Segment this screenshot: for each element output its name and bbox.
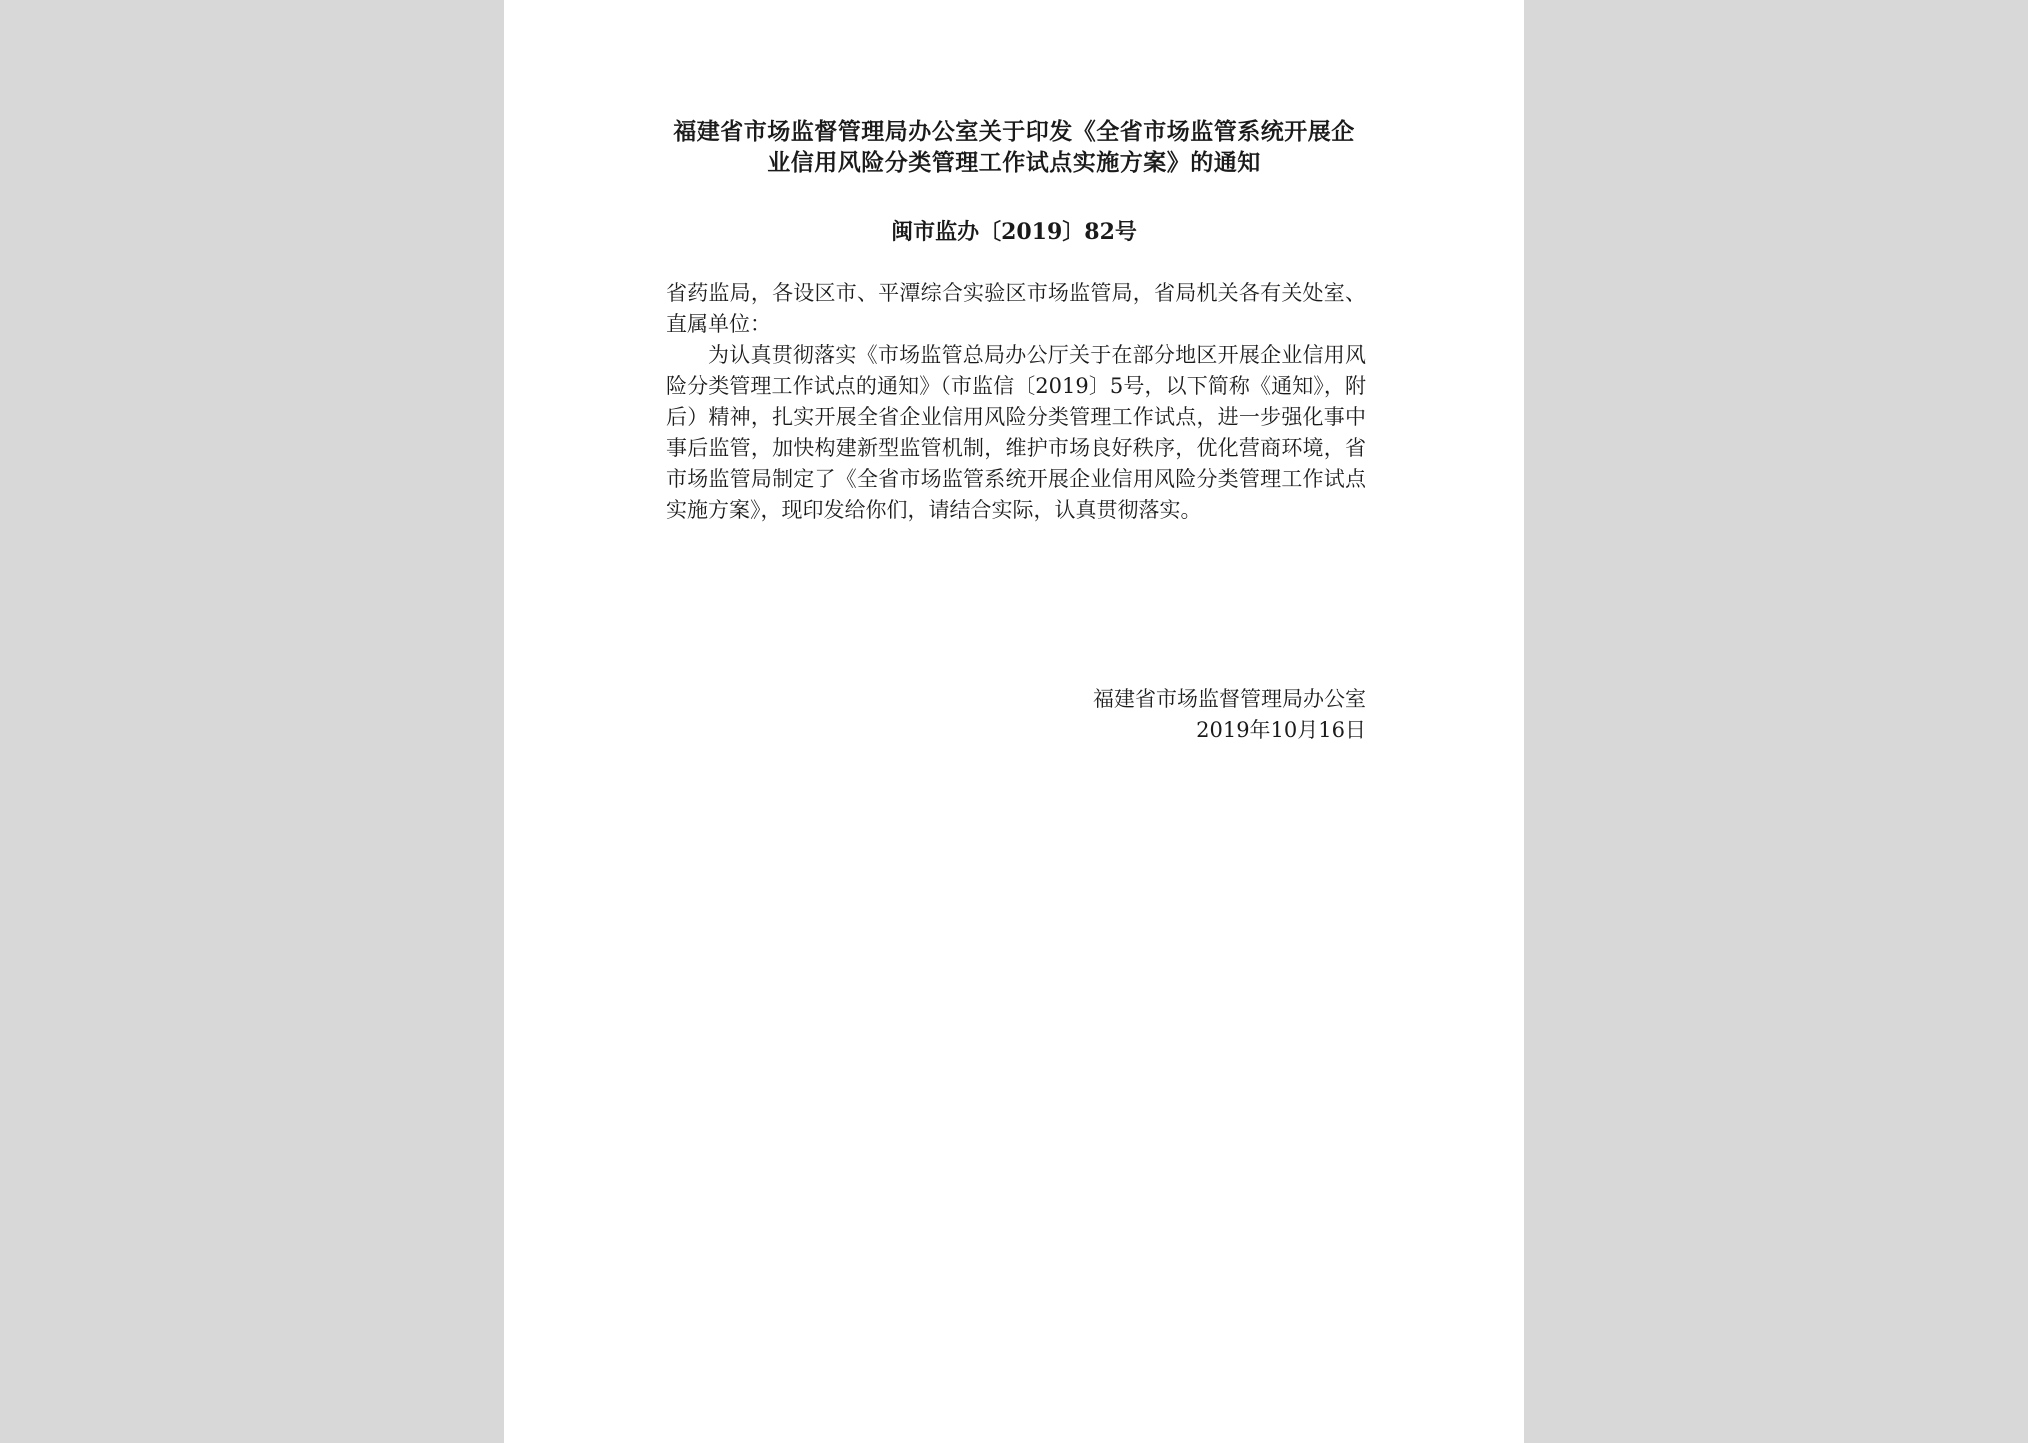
signature-organization: 福建省市场监督管理局办公室: [1093, 687, 1366, 711]
document-title-line-2: 业信用风险分类管理工作试点实施方案》的通知: [767, 149, 1261, 176]
signature-date: 2019年10月16日: [1196, 718, 1366, 742]
body-paragraph: 为认真贯彻落实《市场监管总局办公厅关于在部分地区开展企业信用风险分类管理工作试点的通知》（市监信〔2019〕5号，以下简称《通知》，附后）精神，扎实开展全省企业信用风险分类管理工作试点，进一步强化事中事后监管，加快构建新型监管机制，维护市场良好秩序，优化营商环境，省市场监管局制定了《全省市场监管系统开展企业信用风险分类管理工作试点实施方案》，现印发给你们，请结合实际，认真贯彻落实。: [666, 343, 1366, 522]
document-title-line-1: 福建省市场监督管理局办公室关于印发《全省市场监管系统开展企: [673, 118, 1355, 145]
document-body: [666, 278, 1366, 526]
salutation: 省药监局，各设区市、平潭综合实验区市场监管局，省局机关各有关处室、直属单位：: [666, 281, 1366, 336]
document-title: [664, 116, 1364, 178]
document-number: 闽市监办〔2019〕82号: [891, 219, 1137, 245]
signature-block: [1004, 684, 1366, 746]
document-page: [504, 0, 1524, 1443]
